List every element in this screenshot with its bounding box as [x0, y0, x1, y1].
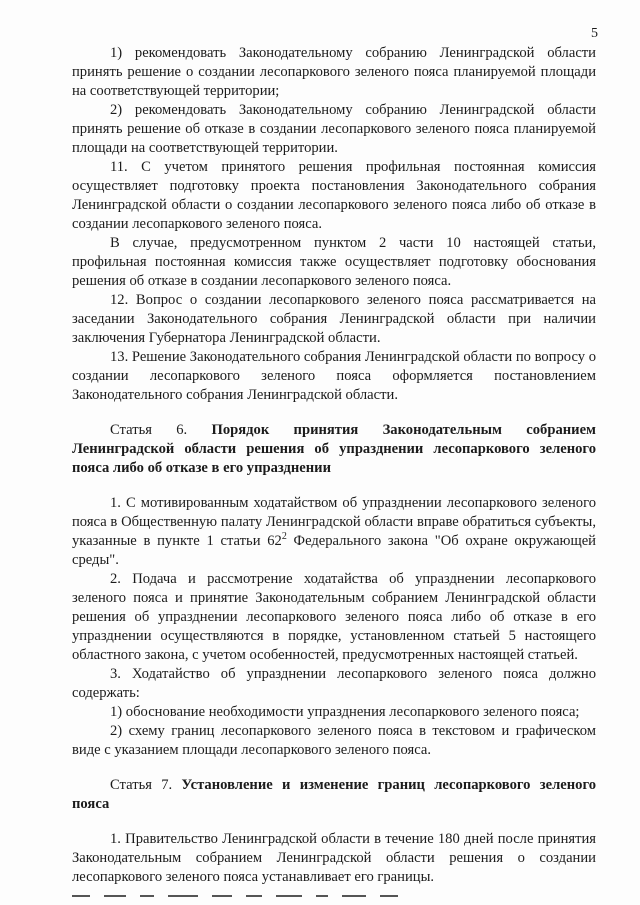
article-6-p1-text: 1. С мотивированным ходатайством об упразднении лесопаркового зеленого пояса в Общественную палату Ленинградской области вправе обратиться субъекты, указанные в пункте 1 статьи 62 [72, 495, 596, 549]
article-7-prefix: Статья 7. [110, 777, 182, 793]
document-body [72, 44, 596, 887]
article-7-heading [72, 776, 596, 814]
article-7-title: Установление и изменение границ лесопаркового зеленого пояса [72, 777, 596, 812]
paragraph: 2) рекомендовать Законодательному собранию Ленинградской области принять решение об отказе в создании лесопаркового зеленого пояса планируемой площади на соответствующей территории. [72, 102, 596, 156]
article-6-heading [72, 421, 596, 478]
paragraph: 13. Решение Законодательного собрания Ленинградской области по вопросу о создании лесопаркового зеленого пояса оформляется постановлением Законодательного собрания Ленинградской области. [72, 349, 596, 403]
scan-edge-marks [72, 895, 596, 899]
article-6-title: Порядок принятия Законодательным собранием Ленинградской области решения об упразднении лесопаркового зеленого пояса либо об отказе в его упразднении [72, 422, 596, 476]
article-6-item-2: 2) схему границ лесопаркового зеленого пояса в текстовом и графическом виде с указанием площади лесопаркового зеленого пояса. [72, 723, 596, 758]
article-6-paragraph-2: 2. Подача и рассмотрение ходатайства об упразднении лесопаркового зеленого пояса и принятие Законодательным собранием Ленинградской области решения об упразднении лесопаркового зеленого пояса либо об отказе в его упразднении осуществляются в порядке, установленном статьей 5 настоящего областного закона, с учетом особенностей, предусмотренных настоящей статьей. [72, 571, 596, 663]
article-6-paragraph-3: 3. Ходатайство об упразднении лесопаркового зеленого пояса должно содержать: [72, 666, 596, 701]
article-6-prefix: Статья 6. [110, 422, 212, 438]
article-6-paragraph-1 [72, 494, 596, 570]
article-6-p1-sup: 2 [281, 531, 287, 543]
article-6-p1-text-end: Федерального закона "Об охране окружающей среды". [72, 533, 596, 568]
paragraph: 12. Вопрос о создании лесопаркового зеленого пояса рассматривается на заседании Законодательного собрания Ленинградской области при наличии заключения Губернатора Ленинградской области. [72, 292, 596, 346]
paragraph: 1) рекомендовать Законодательному собранию Ленинградской области принять решение о создании лесопаркового зеленого пояса планируемой площади на соответствующей территории; [72, 45, 596, 99]
paragraph: 11. С учетом принятого решения профильная постоянная комиссия осуществляет подготовку проекта постановления Законодательного собрания Ленинградской области о создании лесопаркового зеленого пояса либо об отказе в создании лесопаркового зеленого пояса. [72, 159, 596, 232]
article-7-paragraph-1: 1. Правительство Ленинградской области в течение 180 дней после принятия Законодательным собранием Ленинградской области решения о создании лесопаркового зеленого пояса устанавливает его границы. [72, 831, 596, 885]
page-number: 5 [591, 26, 598, 41]
paragraph: В случае, предусмотренном пунктом 2 части 10 настоящей статьи, профильная постоянная комиссия также осуществляет подготовку обоснования решения об отказе в создании лесопаркового зеленого пояса. [72, 235, 596, 289]
article-6-item-1: 1) обоснование необходимости упразднения лесопаркового зеленого пояса; [110, 704, 580, 720]
